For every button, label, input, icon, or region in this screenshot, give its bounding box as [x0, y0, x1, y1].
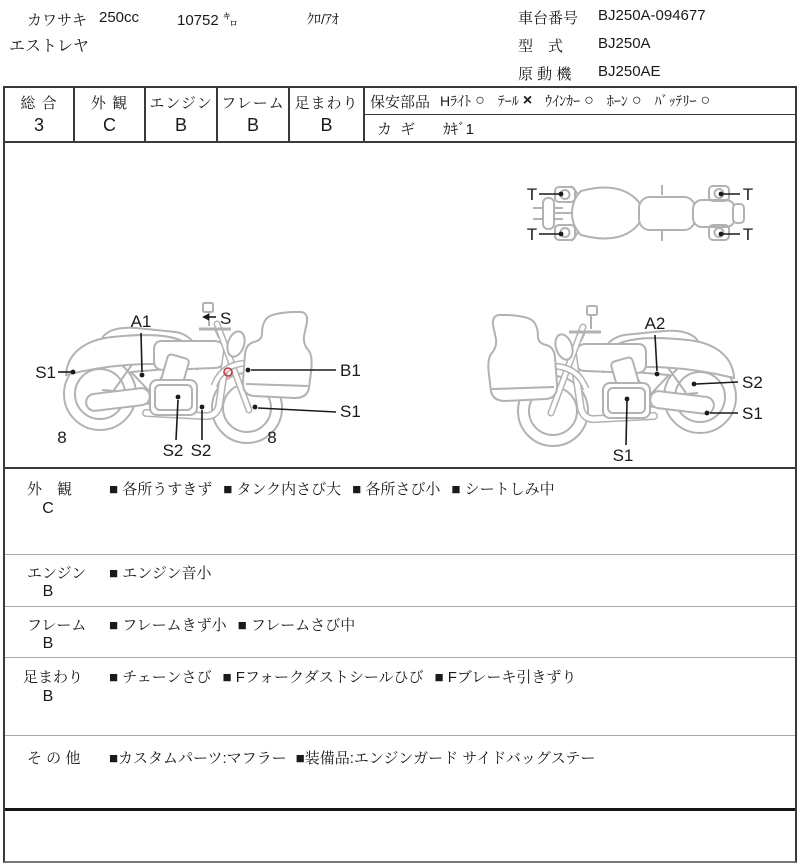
- condition-item: ■ フレームさび中: [237, 617, 356, 634]
- condition-item: ■ 各所さび小: [352, 481, 441, 498]
- condition-items-undercarriage: [109, 666, 789, 687]
- mileage: 10752 ㌔: [177, 12, 238, 29]
- tail-mark: ×: [522, 92, 533, 110]
- engine-model-label: 原 動 機: [518, 66, 572, 83]
- rating-frame-value: B: [246, 115, 259, 135]
- horn-mark: ○: [631, 92, 642, 110]
- turn-signal-label-front-left: T: [526, 185, 538, 204]
- safety-item-battery: [655, 91, 711, 111]
- headlight-label: Hﾗｲﾄ: [440, 93, 472, 110]
- top-view-diagram: [515, 173, 795, 271]
- chassis-number-label: 車台番号: [518, 10, 579, 27]
- type-row: [518, 35, 651, 56]
- condition-item: ■ エンジン音小: [109, 565, 212, 582]
- turn-signal-label-front-right: T: [742, 185, 754, 204]
- condition-grade-engine: B: [42, 583, 54, 600]
- label-tire-front: 8: [267, 428, 277, 447]
- safety-parts-section: [365, 88, 795, 141]
- rating-engine: [146, 88, 218, 141]
- condition-row-frame: [5, 607, 795, 658]
- condition-row-engine: [5, 555, 795, 607]
- condition-row-exterior: [5, 469, 795, 555]
- label-s1-engine: S1: [612, 446, 634, 465]
- condition-items-frame: [109, 614, 789, 635]
- rating-frame-label: フレーム: [221, 95, 285, 112]
- tail-label: ﾃｰﾙ: [497, 93, 519, 110]
- condition-item: ■ Fフォークダストシールひび: [222, 669, 424, 686]
- label-tire-rear: 8: [57, 428, 67, 447]
- safety-item-headlight: [440, 91, 485, 111]
- safety-item-tail: [498, 91, 532, 111]
- safety-parts-row: [365, 88, 795, 115]
- rating-overall: [5, 88, 75, 141]
- rating-overall-value: 3: [33, 115, 44, 135]
- label-s2-engine: S2: [162, 441, 184, 460]
- battery-label: ﾊﾞｯﾃﾘｰ: [654, 93, 697, 110]
- label-s2-frame: S2: [190, 441, 212, 460]
- rating-exterior-label: 外 観: [90, 95, 129, 112]
- engine-model-value: BJ250AE: [598, 63, 661, 80]
- condition-row-other: [5, 736, 795, 811]
- label-s1-rear: S1: [35, 363, 56, 382]
- rating-engine-value: B: [174, 115, 187, 135]
- condition-label-engine: エンジン: [27, 565, 87, 582]
- headlight-mark: ○: [475, 92, 485, 110]
- color-code: ｸﾛ/ｱｵ: [307, 11, 339, 27]
- rating-frame: [218, 88, 290, 141]
- maker-name: カワサキ: [27, 12, 88, 29]
- turn-signal-label-rear-right: T: [742, 225, 754, 244]
- label-s1-wheel: S1: [742, 404, 763, 423]
- type-value: BJ250A: [598, 35, 651, 52]
- left-side-view-diagram: [460, 299, 795, 469]
- condition-label-exterior: 外 観: [27, 481, 73, 498]
- inspection-table: [3, 86, 797, 863]
- condition-item: ■ タンク内さび大: [223, 481, 342, 498]
- condition-item: ■ シートしみ中: [451, 481, 555, 498]
- key-row: [365, 115, 795, 141]
- label-a2: A2: [644, 314, 666, 333]
- rating-undercarriage: [290, 88, 365, 141]
- key-count: ｶｷﾞ1: [443, 120, 475, 138]
- condition-item: ■装備品:エンジンガード サイドバッグステー: [295, 750, 596, 767]
- ratings-strip: [5, 88, 795, 143]
- rating-undercarriage-label: 足まわり: [294, 95, 359, 112]
- right-side-view-diagram: [10, 296, 370, 469]
- chassis-number-row: [518, 7, 706, 28]
- label-s1-front: S1: [340, 402, 361, 421]
- type-label: 型 式: [518, 38, 564, 55]
- condition-items-exterior: [109, 478, 789, 499]
- label-s-mirror: S: [220, 309, 232, 328]
- label-a1: A1: [130, 312, 152, 331]
- condition-grade-undercarriage: B: [42, 688, 54, 705]
- winker-mark: ○: [584, 92, 594, 110]
- rating-exterior: [75, 88, 146, 141]
- condition-row-undercarriage: [5, 658, 795, 736]
- condition-item: ■ チェーンさび: [109, 669, 212, 686]
- chassis-number-value: BJ250A-094677: [598, 7, 706, 24]
- key-label: カ ギ: [377, 120, 418, 138]
- condition-items-other: [109, 747, 789, 768]
- rating-overall-label: 総 合: [20, 95, 58, 112]
- rating-undercarriage-value: B: [320, 115, 333, 135]
- rating-engine-label: エンジン: [149, 95, 213, 112]
- condition-item: ■ フレームきず小: [109, 617, 227, 634]
- label-b1-fender: B1: [340, 361, 361, 380]
- notes-empty-row: [5, 811, 795, 861]
- condition-label-other: そ の 他: [27, 750, 81, 767]
- displacement: 250cc: [99, 9, 140, 26]
- battery-mark: ○: [700, 92, 711, 110]
- safety-item-horn: [607, 91, 642, 111]
- condition-item: ■カスタムパーツ:マフラー: [109, 750, 287, 767]
- condition-label-undercarriage: 足まわり: [23, 669, 84, 686]
- model-name: エストレヤ: [9, 38, 90, 55]
- condition-label-frame: フレーム: [27, 617, 87, 634]
- condition-item: ■ 各所うすきず: [109, 481, 213, 498]
- condition-grade-exterior: C: [42, 500, 54, 517]
- condition-item: ■ Fブレーキ引きずり: [434, 669, 577, 686]
- winker-label: ｳｲﾝｶｰ: [545, 93, 581, 110]
- damage-diagram-area: [5, 145, 795, 469]
- horn-label: ﾎｰﾝ: [606, 93, 628, 110]
- rating-exterior-value: C: [103, 115, 116, 135]
- condition-grade-frame: B: [42, 635, 54, 652]
- turn-signal-label-rear-left: T: [526, 225, 538, 244]
- label-s2-shock: S2: [742, 373, 763, 392]
- safety-item-winker: [545, 91, 594, 111]
- engine-model-row: [518, 63, 661, 84]
- safety-parts-label: 保安部品: [370, 93, 431, 111]
- condition-items-engine: [109, 562, 789, 583]
